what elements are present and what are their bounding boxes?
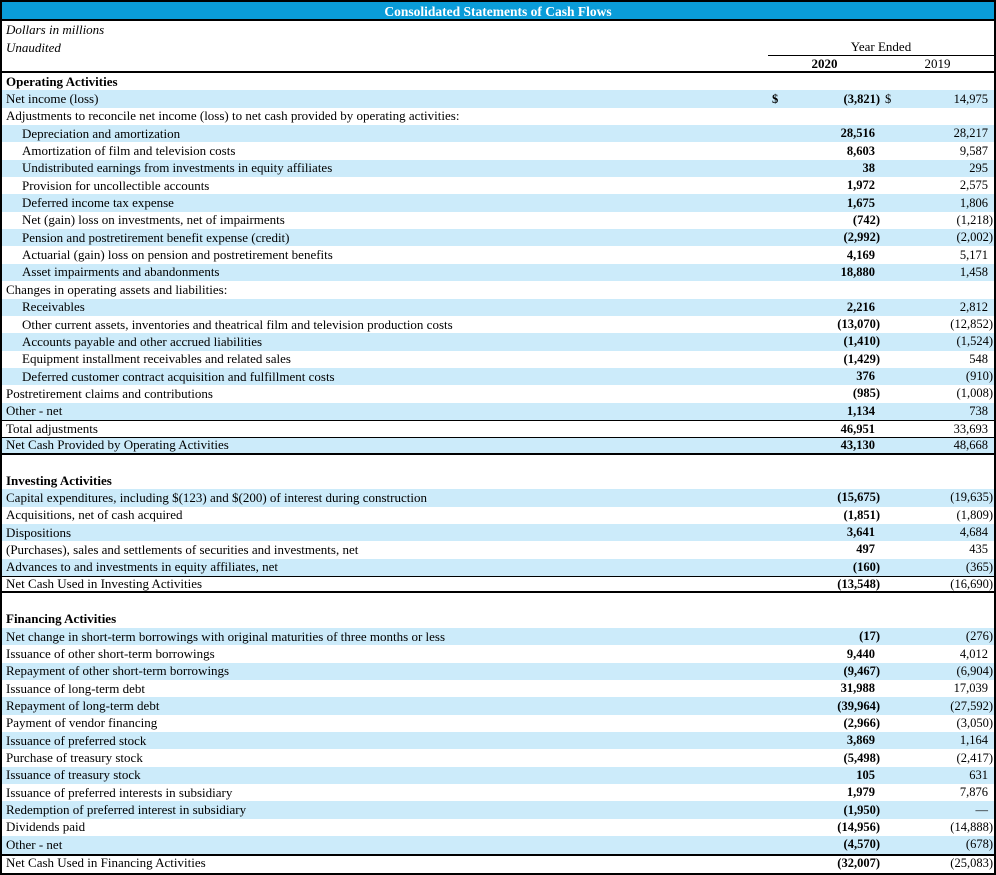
value-2020 [768,369,881,384]
value-2019 [881,334,994,349]
amount-text: (1,950) [843,802,880,817]
amount-text: (2,966) [843,715,880,730]
value-2020 [768,386,881,401]
amount-text: (16,690) [950,576,993,591]
value-2020 [768,560,881,575]
table-row [2,854,994,871]
row-label: Payment of vendor financing [6,715,158,731]
value-2020 [768,699,881,714]
row-label: Deferred income tax expense [22,195,174,211]
value-2020 [768,352,881,367]
statement-title: Consolidated Statements of Cash Flows [2,2,994,21]
row-label: Advances to and investments in equity affiliates, net [6,559,278,575]
amount-text: (4,570) [843,837,880,852]
value-2019 [881,785,994,800]
value-2020 [768,664,881,679]
amount-text: (17) [859,629,880,644]
table-row [2,749,994,766]
amount-text: 548 [969,351,988,366]
value-2019 [881,542,994,557]
row-label: Issuance of other short-term borrowings [6,646,215,662]
table-row [2,316,994,333]
value-2020 [768,629,881,644]
row-label: Other current assets, inventories and theatrical film and television production costs [22,316,453,332]
value-2020 [768,213,881,228]
row-label: Financing Activities [6,611,117,627]
value-2020 [768,508,881,523]
table-row [2,125,994,142]
value-2019 [881,144,994,159]
amount-text: (13,548) [837,576,880,591]
row-label: Issuance of long-term debt [6,680,145,696]
dollars-note-row [2,21,994,38]
table-row [2,697,994,714]
table-row [2,507,994,524]
value-2020 [768,751,881,766]
value-2020 [768,196,881,211]
row-label: Receivables [22,299,85,315]
value-2020 [768,422,881,437]
value-2020 [768,681,881,696]
table-row [2,368,994,385]
table-row [2,663,994,680]
column-header-2020: 2020 [811,55,838,71]
value-2019 [881,317,994,332]
value-2019 [881,629,994,644]
row-label: Purchase of treasury stock [6,750,143,766]
amount-text: (25,083) [950,855,993,870]
amount-text: (2,002) [956,230,993,245]
amount-text: (1,851) [843,507,880,522]
table-row [2,420,994,437]
row-label: Capital expenditures, including $(123) and $(200) of interest during construction [6,489,427,505]
row-label: Total adjustments [6,421,98,437]
row-label: Repayment of other short-term borrowings [6,663,230,679]
table-row [2,160,994,177]
amount-text: 4,684 [959,525,988,540]
amount-text: (13,070) [837,317,880,332]
value-2020 [768,317,881,332]
row-label: Accounts payable and other accrued liabilities [22,333,263,349]
value-2020 [768,820,881,835]
value-2020 [768,803,881,818]
amount-text: 33,693 [953,421,988,436]
amount-text: (985) [852,386,880,401]
value-2019 [881,490,994,505]
value-2020 [768,438,881,453]
amount-text: 1,979 [846,785,875,800]
table-row [2,403,994,420]
amount-text: 5,171 [959,247,988,262]
table-row [2,472,994,489]
amount-text: (5,498) [843,750,880,765]
table-row [2,576,994,593]
amount-text: (27,592) [950,698,993,713]
amount-text: 8,603 [846,143,875,158]
amount-text: 38 [862,160,875,175]
table-row [2,177,994,194]
table-row [2,611,994,628]
value-2020 [768,856,881,871]
value-2019 [881,733,994,748]
table-row [2,229,994,246]
row-label: Equipment installment receivables and related sales [22,351,291,367]
value-2020 [768,300,881,315]
row-label: Pension and postretirement benefit expense (credit) [22,229,290,245]
label-column-spacer [2,56,768,71]
table-row [2,715,994,732]
table-row [2,559,994,576]
table-row [2,680,994,697]
row-label: Depreciation and amortization [22,125,181,141]
table-row [2,333,994,350]
row-label: Provision for uncollectible accounts [22,177,210,193]
table-row [2,628,994,645]
value-2019 [881,716,994,731]
row-label: Net Cash Provided by Operating Activities [6,437,229,453]
spacer-row [2,455,994,472]
unaudited-note: Unaudited [6,39,61,55]
value-2020 [768,144,881,159]
value-2019 [881,230,994,245]
value-2020 [768,733,881,748]
amount-text: 1,806 [959,195,988,210]
row-label: Issuance of treasury stock [6,767,141,783]
value-2020 [768,92,881,107]
amount-text: 435 [969,542,988,557]
row-label: Other - net [6,403,63,419]
table-row [2,281,994,298]
value-2020 [768,837,881,852]
value-2019 [881,369,994,384]
value-2019 [881,438,994,453]
table-row [2,90,994,107]
value-2019 [881,178,994,193]
amount-text: 376 [856,369,875,384]
value-2019 [881,161,994,176]
amount-text: (32,007) [837,855,880,870]
value-2019 [881,664,994,679]
amount-text: 31,988 [840,681,875,696]
value-2019 [881,126,994,141]
row-label: Postretirement claims and contributions [6,385,213,401]
amount-text: 3,869 [846,733,875,748]
value-2020 [768,647,881,662]
table-row [2,142,994,159]
dollars-in-millions-note: Dollars in millions [6,22,105,38]
row-label: Acquisitions, net of cash acquired [6,507,183,523]
row-label: Deferred customer contract acquisition and fulfillment costs [22,368,335,384]
value-2019 [881,92,994,107]
row-label: Dividends paid [6,819,86,835]
table-row [2,645,994,662]
amount-text: (1,429) [843,351,880,366]
table-row [2,108,994,125]
value-2020 [768,785,881,800]
amount-text: 1,675 [846,195,875,210]
amount-text: 7,876 [959,785,988,800]
amount-text: (19,635) [950,490,993,505]
row-label: Asset impairments and abandonments [22,264,220,280]
row-label: Net Cash Used in Investing Activities [6,576,203,592]
table-row [2,784,994,801]
value-2020 [768,161,881,176]
year-columns-row [2,56,994,73]
row-label: Net Cash Used in Financing Activities [6,855,206,871]
amount-text: 1,164 [959,733,988,748]
row-label: Repayment of long-term debt [6,698,160,714]
amount-text: (1,410) [843,334,880,349]
amount-text: 4,169 [846,247,875,262]
amount-text: 28,217 [953,126,988,141]
row-label: Net (gain) loss on investments, net of impairments [22,212,285,228]
value-2019 [881,300,994,315]
table-row [2,246,994,263]
row-label: Adjustments to reconcile net income (loss) to net cash provided by operating activities: [6,108,460,124]
dollar-sign: $ [885,91,892,106]
value-2019 [881,820,994,835]
value-2020 [768,126,881,141]
value-2019 [881,265,994,280]
value-2019 [881,699,994,714]
table-row [2,385,994,402]
amount-text: 2,575 [959,178,988,193]
amount-text: (1,524) [956,334,993,349]
row-label: (Purchases), sales and settlements of securities and investments, net [6,541,359,557]
amount-text: 48,668 [953,437,988,452]
row-label: Amortization of film and television costs [22,143,236,159]
value-2019 [881,837,994,852]
value-2019 [881,213,994,228]
amount-text: 28,516 [840,126,875,141]
amount-text: 2,216 [846,299,875,314]
table-row [2,73,994,90]
row-label: Dispositions [6,524,72,540]
value-2019 [881,386,994,401]
amount-text: (3,821) [843,91,880,106]
amount-text: 43,130 [840,437,875,452]
table-row [2,212,994,229]
amount-text: 1,134 [846,403,875,418]
year-ended-header: Year Ended [768,39,994,56]
amount-text: 18,880 [840,264,875,279]
value-2019 [881,681,994,696]
table-row [2,437,994,454]
row-label: Changes in operating assets and liabilities: [6,281,228,297]
amount-text: 17,039 [953,681,988,696]
row-label: Net change in short-term borrowings with original maturities of three months or less [6,628,446,644]
amount-text: 9,587 [959,143,988,158]
row-label: Operating Activities [6,73,118,89]
amount-text: (2,417) [956,750,993,765]
value-2019 [881,525,994,540]
amount-text: (742) [852,212,880,227]
amount-text: (276) [965,629,993,644]
spacer-row [2,593,994,610]
amount-text: (15,675) [837,490,880,505]
value-2020 [768,768,881,783]
value-2019 [881,751,994,766]
amount-text: (160) [852,559,880,574]
value-2020 [768,542,881,557]
value-2019 [881,196,994,211]
row-label: Issuance of preferred stock [6,732,147,748]
amount-text: 14,975 [953,91,988,106]
amount-text: (6,904) [956,663,993,678]
table-row [2,541,994,558]
row-label: Net income (loss) [6,91,99,107]
column-header-2019: 2019 [924,55,951,71]
row-label: Redemption of preferred interest in subsidiary [6,802,247,818]
amount-text: (3,050) [956,715,993,730]
table-row [2,836,994,853]
table-row [2,351,994,368]
amount-text: 738 [969,403,988,418]
table-row [2,524,994,541]
unaudited-row [2,38,994,55]
dollar-sign: $ [772,91,779,106]
amount-text: (12,852) [950,317,993,332]
table-row [2,767,994,784]
value-2019 [881,352,994,367]
amount-text: — [975,802,988,817]
value-2020 [768,248,881,263]
value-2020 [768,178,881,193]
row-label: Other - net [6,836,63,852]
amount-text: 4,012 [959,646,988,661]
amount-text: (678) [965,837,993,852]
amount-text: 3,641 [846,525,875,540]
amount-text: (1,809) [956,507,993,522]
value-2019 [881,803,994,818]
amount-text: (9,467) [843,663,880,678]
amount-text: 2,812 [959,299,988,314]
amount-text: (1,008) [956,386,993,401]
value-2019 [881,508,994,523]
amount-text: (14,888) [950,819,993,834]
table-row [2,299,994,316]
value-2020 [768,404,881,419]
amount-text: 497 [856,542,875,557]
table-row [2,194,994,211]
value-2019 [881,248,994,263]
amount-text: 105 [856,767,875,782]
value-2020 [768,525,881,540]
value-2019 [881,560,994,575]
amount-text: 631 [969,767,988,782]
value-2019 [881,404,994,419]
value-2020 [768,577,881,592]
amount-text: 9,440 [846,646,875,661]
amount-text: (39,964) [837,698,880,713]
value-2019 [881,422,994,437]
amount-text: (14,956) [837,819,880,834]
value-2019 [881,647,994,662]
table-row [2,801,994,818]
row-label: Undistributed earnings from investments in equity affiliates [22,160,333,176]
value-2020 [768,716,881,731]
statement-body [2,73,994,871]
amount-text: 1,972 [846,178,875,193]
amount-text: (2,992) [843,230,880,245]
table-row [2,819,994,836]
row-label: Investing Activities [6,472,112,488]
amount-text: 295 [969,160,988,175]
amount-text: 1,458 [959,264,988,279]
value-2020 [768,230,881,245]
value-2020 [768,265,881,280]
value-2020 [768,334,881,349]
value-2019 [881,768,994,783]
table-row [2,264,994,281]
row-label: Issuance of preferred interests in subsidiary [6,784,233,800]
value-2019 [881,856,994,871]
row-label: Actuarial (gain) loss on pension and postretirement benefits [22,247,333,263]
amount-text: (365) [965,559,993,574]
value-2020 [768,490,881,505]
value-2019 [881,577,994,592]
amount-text: (910) [965,369,993,384]
table-row [2,489,994,506]
table-row [2,732,994,749]
amount-text: (1,218) [956,212,993,227]
amount-text: 46,951 [840,421,875,436]
